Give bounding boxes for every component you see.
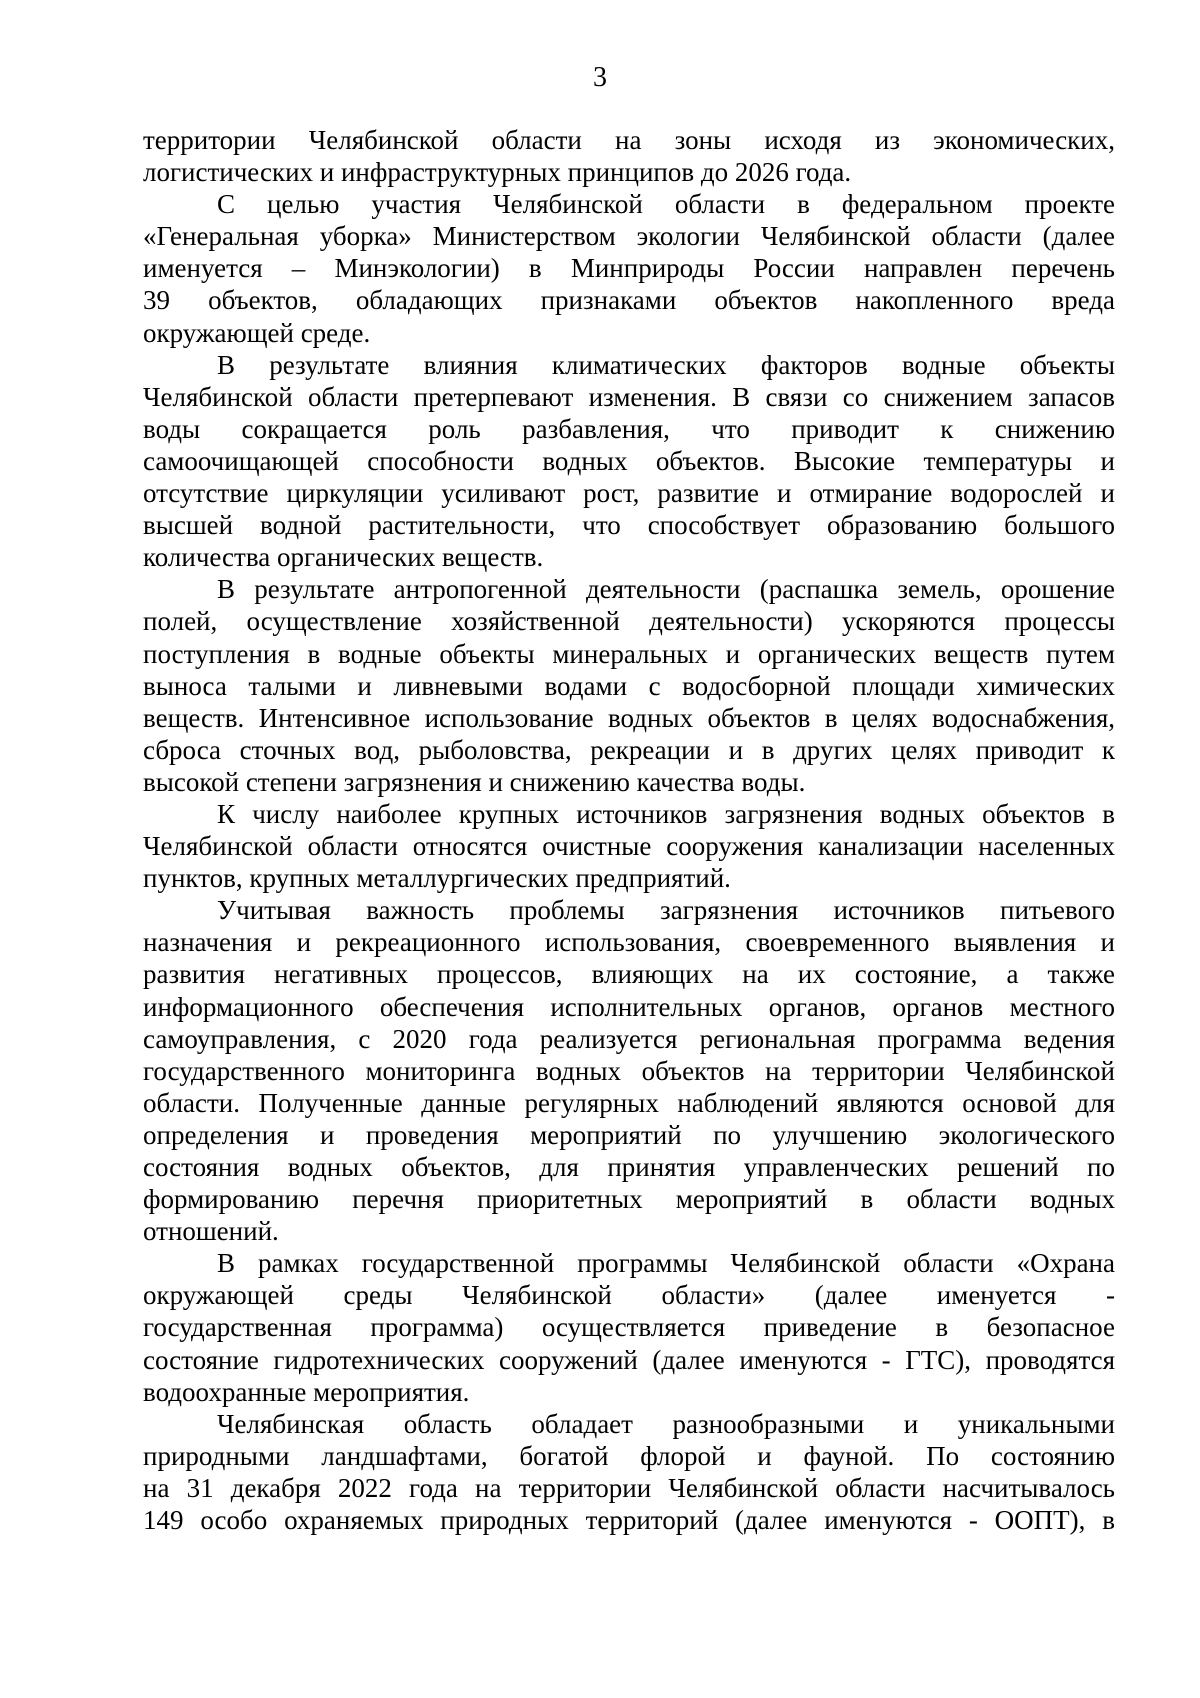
text-line: окружающей среды Челябинской области» (далее именуется - [143,1280,1115,1311]
page-number: 3 [593,62,607,93]
text-line: В результате антропогенной деятельности (распашка земель, орошение [217,574,1115,605]
text-line: на 31 декабря 2022 года на территории Челябинской области насчитывалось [143,1472,1115,1503]
text-line: С целью участия Челябинской области в федеральном проекте [217,189,1115,220]
text-line: назначения и рекреационного использования, своевременного выявления и [143,927,1115,958]
text-line: Учитывая важность проблемы загрязнения источников питьевого [217,895,1115,926]
text-line: поступления в водные объекты минеральных и органических веществ путем [143,638,1115,669]
text-line: территории Челябинской области на зоны исходя из экономических, [143,125,1115,155]
paragraph [143,894,1115,1247]
text-line: отсутствие циркуляции усиливают рост, развитие и отмирание водорослей и [143,478,1115,509]
text-line: государственная программа) осуществляется приведение в безопасное [143,1312,1115,1343]
text-line: «Генеральная уборка» Министерством экологии Челябинской области (далее [143,221,1115,252]
paragraph [143,188,1115,348]
text-line: логистических и инфраструктурных принципов до 2026 года. [143,157,852,188]
document-body [143,124,1115,1536]
text-line: К числу наиболее крупных источников загрязнения водных объектов в [217,798,1115,829]
text-line: пунктов, крупных металлургических предприятий. [143,863,731,894]
paragraph [143,573,1115,798]
text-line: отношений. [143,1216,279,1247]
text-line: Челябинской области относятся очистные сооружения канализации населенных [143,831,1115,862]
text-line: именуется – Минэкологии) в Минприроды России направлен перечень [143,253,1115,284]
text-line: количества органических веществ. [143,542,544,573]
text-line: воды сокращается роль разбавления, что приводит к снижению [143,413,1115,444]
text-line: сброса сточных вод, рыболовства, рекреации и в других целях приводит к [143,734,1115,765]
paragraph [143,349,1115,574]
text-line: высшей водной растительности, что способствует образованию большого [143,510,1115,541]
text-line: государственного мониторинга водных объектов на территории Челябинской [143,1055,1115,1086]
paragraph [143,124,1115,188]
text-line: водоохранные мероприятия. [143,1376,470,1407]
paragraph [143,1247,1115,1407]
text-line: области. Полученные данные регулярных наблюдений являются основой для [143,1087,1115,1118]
text-line: информационного обеспечения исполнительных органов, органов местного [143,991,1115,1022]
text-line: 39 объектов, обладающих признаками объектов накопленного вреда [143,285,1115,316]
text-line: Челябинской области претерпевают изменения. В связи со снижением запасов [143,381,1115,412]
text-line: природными ландшафтами, богатой флорой и фауной. По состоянию [143,1440,1115,1471]
text-line: развития негативных процессов, влияющих на их состояние, а также [143,959,1115,990]
text-line: выноса талыми и ливневыми водами с водосборной площади химических [143,670,1115,701]
text-line: определения и проведения мероприятий по улучшению экологического [143,1119,1115,1150]
text-line: Челябинская область обладает разнообразными и уникальными [217,1408,1115,1439]
text-line: самоуправления, с 2020 года реализуется региональная программа ведения [143,1023,1115,1054]
text-line: окружающей среде. [143,317,371,348]
text-line: высокой степени загрязнения и снижению качества воды. [143,766,806,797]
text-line: состояния водных объектов, для принятия управленческих решений по [143,1152,1115,1182]
text-line: В результате влияния климатических факторов водные объекты [217,349,1115,380]
text-line: В рамках государственной программы Челябинской области «Охрана [217,1248,1115,1279]
text-line: полей, осуществление хозяйственной деятельности) ускоряются процессы [143,606,1115,637]
text-line: формированию перечня приоритетных мероприятий в области водных [143,1184,1115,1215]
text-line: веществ. Интенсивное использование водных объектов в целях водоснабжения, [143,702,1115,733]
paragraph [143,798,1115,894]
text-line: состояние гидротехнических сооружений (далее именуются - ГТС), проводятся [143,1344,1115,1375]
text-line: 149 особо охраняемых природных территорий (далее именуются - ООПТ), в [143,1505,1115,1536]
text-line: самоочищающей способности водных объектов. Высокие температуры и [143,445,1115,476]
paragraph [143,1408,1115,1536]
